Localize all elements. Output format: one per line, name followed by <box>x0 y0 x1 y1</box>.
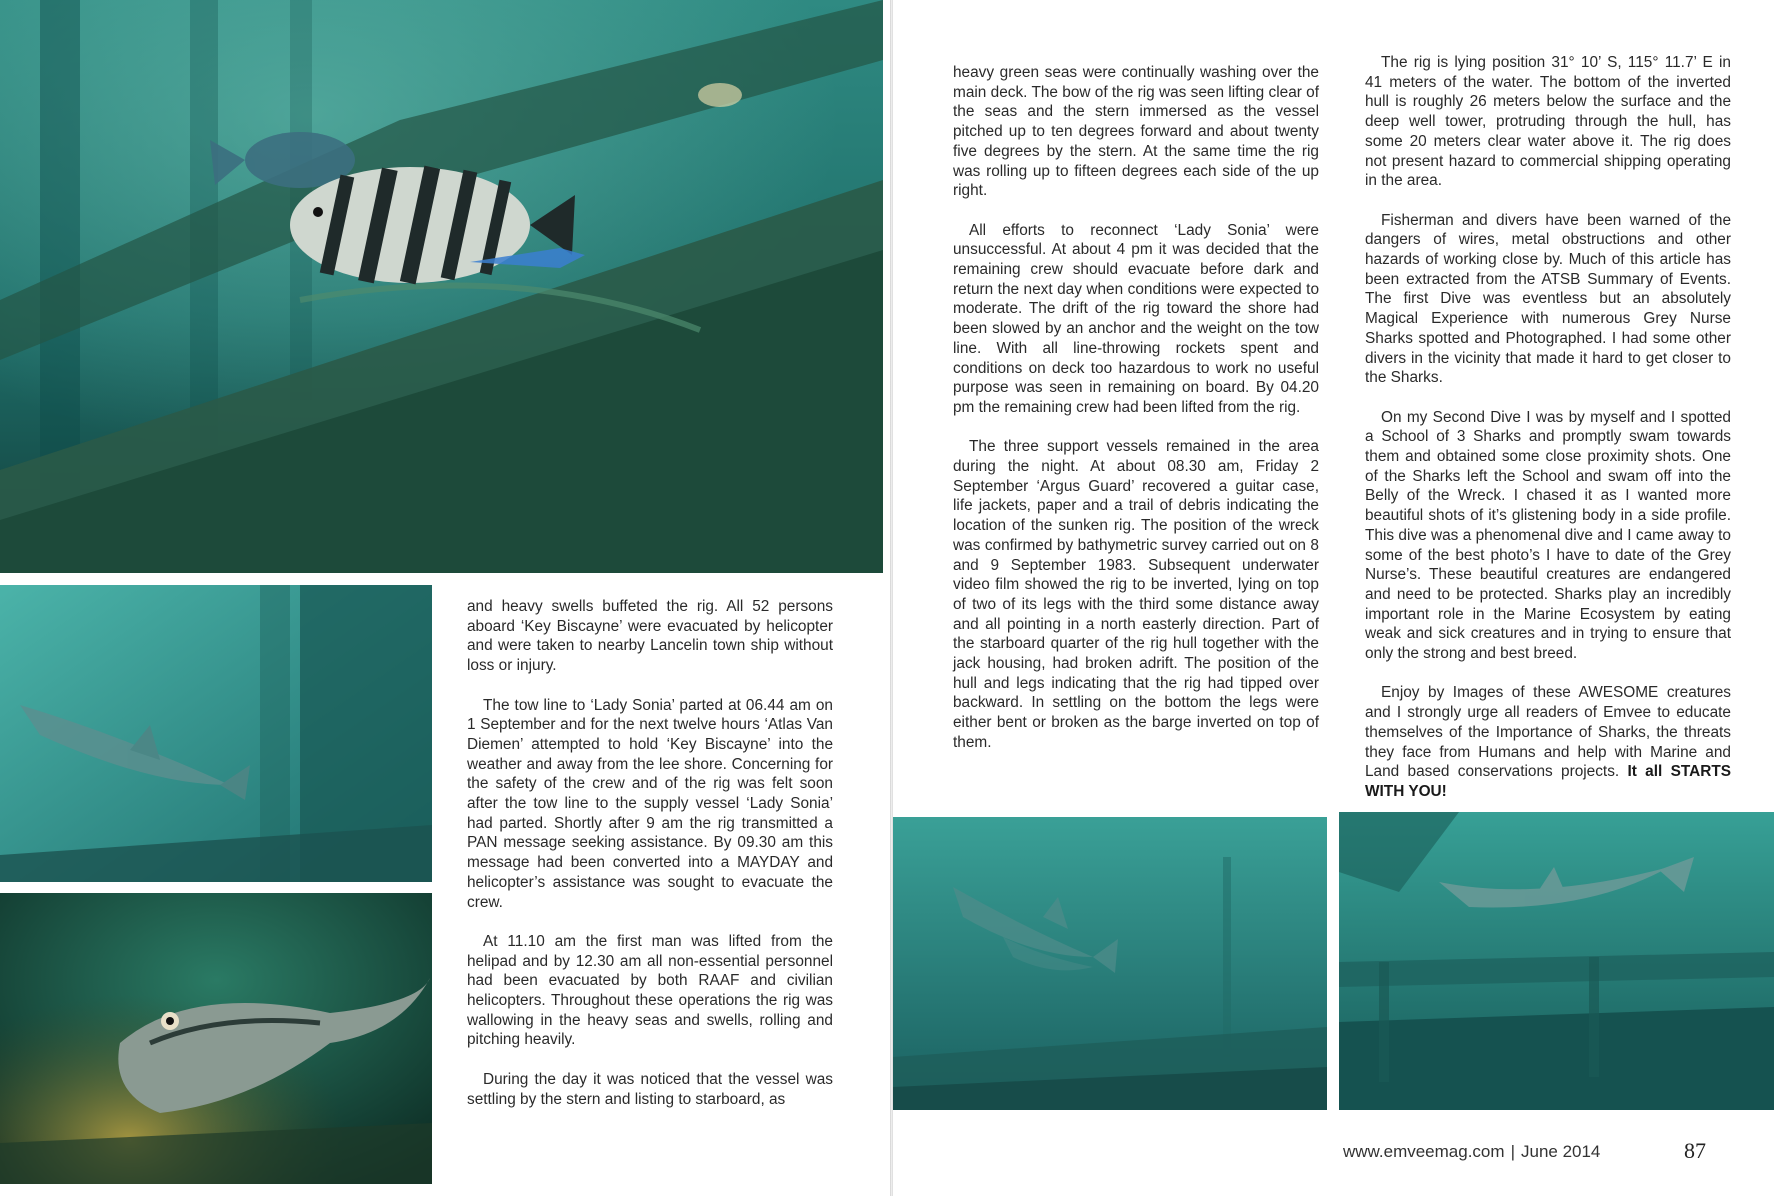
paragraph: On my Second Dive I was by myself and I spotted a School of 3 Sharks and promptly swam towards them and obtained some close proximity shots. One of the Sharks left the School and swam off into the Belly of the Wreck. I chased it as I wanted more beautiful shots of it’s glistening body in a side profile. This dive was a phenomenal dive and I came away to some of the best photo’s I have to date of the Grey Nurse’s. These beautiful creatures are endangered and need to be protected. Sharks play an incredibly important role in the Marine Ecosystem by eating weak and sick creatures and in trying to ensure that only the strong and best breed. <box>1365 408 1731 663</box>
right-photo-a <box>893 817 1327 1110</box>
paragraph: The rig is lying position 31° 10’ S, 115° 11.7’ E in 41 meters of the water. The bottom of the inverted hull is roughly 26 meters below the surface and the deep well tower, protruding through the hull, has some 20 meters clear water above it. The rig does not present hazard to commercial shipping operating in the area. <box>1365 54 1731 190</box>
right-photo-b <box>1339 812 1774 1110</box>
shark-school-photo-icon <box>893 817 1327 1110</box>
right-page <box>893 0 1774 1196</box>
paragraph: The tow line to ‘Lady Sonia’ parted at 06.44 am on 1 September and for the next twelve hours ‘Atlas Van Diemen’ attempted to hold ‘Key Biscayne’ into the weather and away from the lee shore. Concerning for the safety of the crew and of the rig was felt soon after the tow line to the supply vessel ‘Lady Sonia’ had parted. Shortly after 9 am the rig transmitted a PAN message seeking assistance. By 09.30 am this message had been converted into a MAYDAY and helicopter’s assistance was sought to evacuate the crew. <box>467 696 833 911</box>
hero-photo <box>0 0 883 573</box>
website-link[interactable]: www.emveemag.com <box>1343 1142 1505 1161</box>
paragraph: The three support vessels remained in the area during the night. At about 08.30 am, Friday 2 September ‘Argus Guard’ recovered a guitar case, life jackets, paper and a trail of debris indicating the location of the sunken rig. The position of the wreck was confirmed by bathymetric survey carried out on 8 and 9 September 1983. Subsequent underwater video film showed the rig to be inverted, lying on top of two of its legs with the third some distance away and all pointing in a north easterly direction. Part of the starboard quarter of the rig hull together with the jack housing, had broken adrift. The position of the hull and legs indicating that the rig had tipped over backward. In settling on the bottom the legs were either bent or broken as the barge inverted on top of them. <box>953 438 1319 751</box>
paragraph: At 11.10 am the first man was lifted from the helipad and by 12.30 am all non-essential personnel had been evacuated by both RAAF and civilian helicopters. Throughout these operations the rig was wallowing in the heavy seas and swells, rolling and pitching heavily. <box>467 932 833 1049</box>
paragraph: All efforts to reconnect ‘Lady Sonia’ were unsuccessful. At about 4 pm it was decided that the remaining crew should evacuate before dark and return the next day when conditions were expected to moderate. The drift of the rig toward the shore had been slowed by an anchor and the weight on the tow line. With all line-throwing rockets spent and conditions on deck too hazardous to work no useful purpose was seen in remaining on board. By 04.20 pm the remaining crew had been lifted from the rig. <box>953 221 1319 416</box>
underwater-wreck-fish-photo-icon <box>0 0 883 573</box>
page-number: 87 <box>1684 1138 1706 1163</box>
paragraph: During the day it was noticed that the vessel was settling by the stern and listing to starboard, as <box>467 1070 833 1108</box>
article-column-3 <box>1365 53 1731 802</box>
grey-nurse-shark-photo-icon <box>0 585 432 882</box>
paragraph: Fisherman and divers have been warned of the dangers of wires, metal obstructions and other hazards of working close by. Much of this article has been extracted from the ATSB Summary of Events. The first Dive was eventless but an absolutely Magical Experience with numerous Grey Nurse Sharks spotted and Photographed. I had some other divers in the vicinity that made it hard to get closer to the Sharks. <box>1365 211 1731 387</box>
article-column-2 <box>953 63 1319 753</box>
article-column-1 <box>467 597 833 1109</box>
page-footer <box>1343 1140 1600 1164</box>
shovelnose-ray-photo-icon <box>0 893 432 1184</box>
closing-emphasis: It all STARTS WITH YOU! <box>1365 763 1732 800</box>
issue-date: June 2014 <box>1520 1142 1601 1161</box>
footer-separator: | <box>1510 1142 1515 1161</box>
left-middle-photo <box>0 585 432 882</box>
closing-text: Enjoy by Images of these AWESOME creatures and I strongly urge all readers of Emvee to educate themselves of the Importance of Sharks, the threats they face from Humans and help with Marine and Land based conservations projects. <box>1365 684 1731 781</box>
closing-paragraph <box>1365 683 1731 801</box>
paragraph: heavy green seas were continually washing over the main deck. The bow of the rig was seen lifting clear of the seas and the stern immersed as the vessel pitched up to ten degrees forward and about twenty five degrees by the stern. At the same time the rig was rolling up to fifteen degrees each side of the up right. <box>953 64 1319 200</box>
paragraph: and heavy swells buffeted the rig. All 52 persons aboard ‘Key Biscayne’ were evacuated by helicopter and were taken to nearby Lancelin town ship without loss or injury. <box>467 598 833 675</box>
shark-over-wreck-photo-icon <box>1339 812 1774 1110</box>
left-bottom-photo <box>0 893 432 1184</box>
